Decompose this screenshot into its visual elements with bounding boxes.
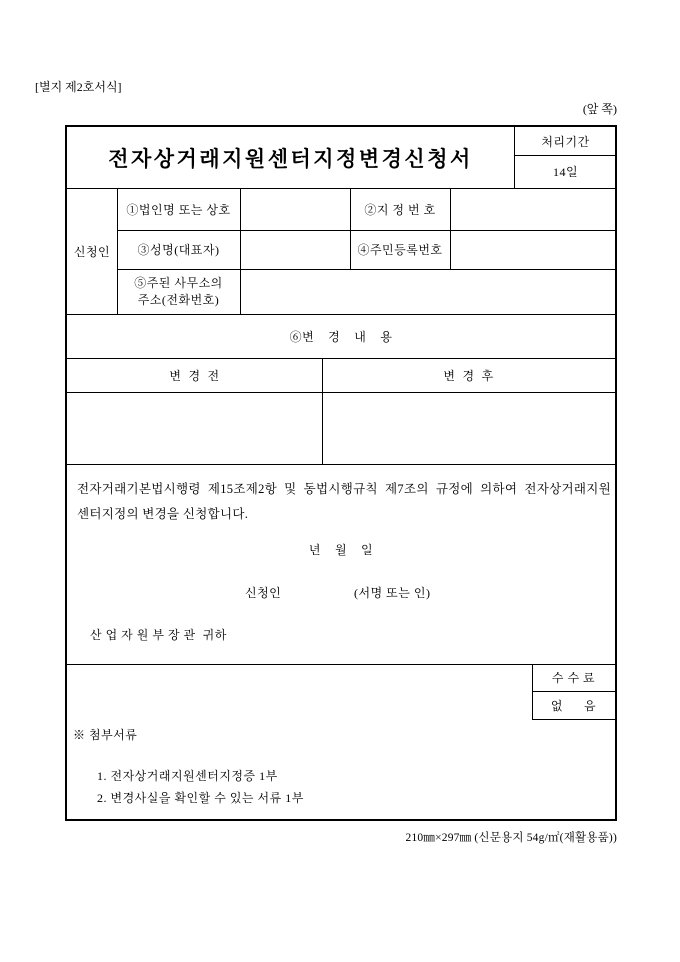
addressee-label: 산 업 자 원 부 장 관 귀하 <box>90 628 227 642</box>
resident-no-label: ④주민등록번호 <box>357 243 443 257</box>
applicant-group-label: 신청인 <box>73 244 111 259</box>
fee-label: 수 수 료 <box>551 671 596 685</box>
address-label-line2: 주소(전화번호) <box>137 292 220 307</box>
resident-no-field[interactable] <box>450 230 615 269</box>
processing-period-value: 14일 <box>552 165 579 179</box>
page-side-label: (앞 쪽) <box>582 102 617 116</box>
attachment-item: 1. 전자상거래지원센터지정증 1부 <box>97 769 278 783</box>
change-section-title: ⑥변 경 내 용 <box>289 329 393 344</box>
grid-line <box>67 464 615 465</box>
fee-value: 없 음 <box>550 698 597 713</box>
rep-name-label: ③성명(대표자) <box>137 243 220 257</box>
signature-note: (서명 또는 인) <box>354 586 431 600</box>
change-after-field[interactable] <box>322 392 615 464</box>
address-label <box>117 269 240 314</box>
rep-name-field[interactable] <box>240 230 350 269</box>
date-line: 년 월 일 <box>308 543 374 557</box>
signer-label: 신청인 <box>245 586 282 600</box>
change-before-field[interactable] <box>67 392 322 464</box>
designation-no-label: ②지 정 번 호 <box>364 202 436 217</box>
form-table <box>65 125 617 821</box>
grid-line <box>532 719 615 720</box>
title-cell <box>67 127 514 188</box>
attachment-item: 2. 변경사실을 확인할 수 있는 서류 1부 <box>97 791 304 805</box>
corp-name-field[interactable] <box>240 188 350 230</box>
attachments-heading: ※ 첨부서류 <box>73 728 138 742</box>
corp-name-label: ①법인명 또는 상호 <box>126 202 231 217</box>
declaration-line2: 센터지정의 변경을 신청합니다. <box>77 507 249 521</box>
form-title: 전자상거래지원센터지정변경신청서 <box>108 146 473 171</box>
form-code-label: [별지 제2호서식] <box>35 80 122 94</box>
declaration-line1: 전자거래기본법시행령 제15조제2항 및 동법시행규칙 제7조의 규정에 의하여 전자상거래지원 <box>77 482 611 496</box>
address-field[interactable] <box>240 269 615 314</box>
change-before-header: 변 경 전 <box>169 368 220 383</box>
designation-no-field[interactable] <box>450 188 615 230</box>
paper-spec-label: 210㎜×297㎜ (신문용지 54g/㎡(재활용품)) <box>405 832 617 844</box>
change-after-header: 변 경 후 <box>443 368 494 383</box>
processing-period-label: 처리기간 <box>541 134 590 149</box>
address-label-line1: ⑤주된 사무소의 <box>134 276 223 291</box>
